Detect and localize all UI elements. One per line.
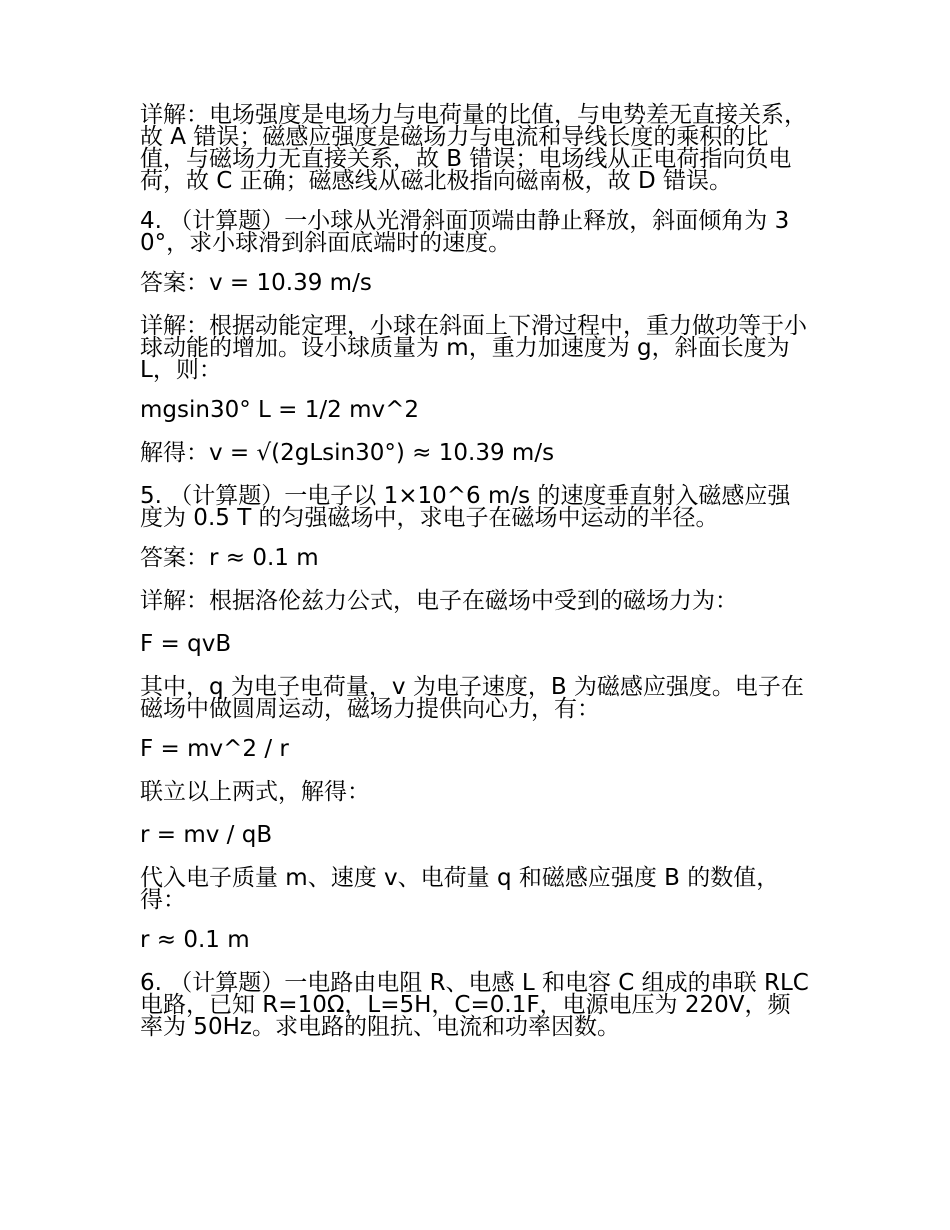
document-page	[140, 102, 817, 1056]
explanation-paragraph: 详解：电场强度是电场力与电荷量的比值，与电势差无直接关系，故 A 错误；磁感应强度是磁场力与电流和导线长度的乘积的比值，与磁场力无直接关系，故 B 错误；电场线从正电荷指向负电荷，故 C 正确；磁感线从磁北极指向磁南极，故 D 错误。	[140, 102, 807, 194]
result-line: r ≈ 0.1 m	[140, 927, 250, 953]
formula-line: F = qvB	[140, 631, 232, 657]
question-4: 4. （计算题）一小球从光滑斜面顶端由静止释放，斜面倾角为 30°，求小球滑到斜面底端时的速度。	[140, 208, 790, 256]
formula-line: mgsin30° L = 1/2 mv^2	[140, 397, 419, 423]
answer-4: 答案：v = 10.39 m/s	[140, 270, 372, 296]
explanation-5: 详解：根据洛伦兹力公式，电子在磁场中受到的磁场力为：	[140, 588, 738, 614]
explanation-5-combine: 联立以上两式，解得：	[140, 779, 370, 805]
formula-line: r = mv / qB	[140, 822, 273, 848]
explanation-5-substitute: 代入电子质量 m、速度 v、电荷量 q 和磁感应强度 B 的数值，得：	[140, 865, 780, 913]
question-6: 6. （计算题）一电路由电阻 R、电感 L 和电容 C 组成的串联 RLC 电路，已知 R=10Ω，L=5H，C=0.1F，电源电压为 220V，频率为 50Hz。求电路的阻抗、电流和功率因数。	[140, 970, 817, 1040]
explanation-5-continued: 其中，q 为电子电荷量，v 为电子速度，B 为磁感应强度。电子在磁场中做圆周运动，磁场力提供向心力，有：	[140, 674, 804, 722]
solution-line: 解得：v = √(2gLsin30°) ≈ 10.39 m/s	[140, 440, 555, 466]
question-5: 5. （计算题）一电子以 1×10^6 m/s 的速度垂直射入磁感应强度为 0.5 T 的匀强磁场中，求电子在磁场中运动的半径。	[140, 483, 791, 531]
formula-line: F = mv^2 / r	[140, 736, 289, 762]
explanation-4: 详解：根据动能定理，小球在斜面上下滑过程中，重力做功等于小球动能的增加。设小球质量为 m，重力加速度为 g，斜面长度为 L，则：	[140, 313, 807, 383]
answer-5: 答案：r ≈ 0.1 m	[140, 545, 319, 571]
